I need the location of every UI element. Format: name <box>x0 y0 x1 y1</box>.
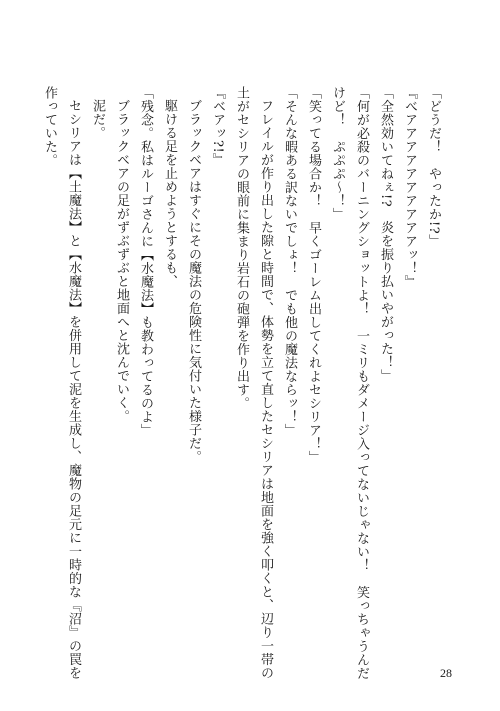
text-line: 「残念。私はルーゴさんに【水魔法】も教わってるのよ」 <box>138 86 153 437</box>
text-line: 「どうだ！ やったか!?」 <box>426 86 441 248</box>
text-line: 「全然効いてねぇ!? 炎を振り払いやがった！」 <box>378 86 393 383</box>
text-line: けど！ ぷぷぷ～！」 <box>330 86 345 221</box>
text-line: 「そんな暇ある訳ないでしょ！ でも他の魔法ならッ！」 <box>282 86 297 437</box>
text-line: セシリアは【土魔法】と【水魔法】を併用して泥を生成し、魔物の足元に一時的な『沼』の罠を <box>66 99 81 680</box>
vertical-text-block <box>37 86 445 680</box>
text-line: 駆ける足を止めようとするも、 <box>162 99 177 288</box>
text-line: フレイルが作り出した隙と時間で、体勢を立て直したセシリアは地面を強く叩くと、辺り一帯の <box>258 99 273 680</box>
text-line: 泥だ。 <box>90 99 105 140</box>
text-line: ブラックベアはすぐにその魔法の危険性に気付いた様子だ。 <box>186 99 201 464</box>
text-line: 『べアアアアアアアアアアッ！』 <box>402 86 417 289</box>
text-line: 作っていた。 <box>42 86 57 167</box>
text-line: 『ベアッ?!』 <box>210 86 225 167</box>
text-line: ブラックベアの足がずぶずぶと地面へと沈んでいく。 <box>114 99 129 423</box>
page-number: 28 <box>440 666 452 680</box>
text-line: 「笑ってる場合か！ 早くゴーレム出してくれよセシリア！」 <box>306 86 321 464</box>
text-line: 「何が必殺のバーニングショットよ！ 一ミリもダメージ入ってないじゃない！ 笑っちゃうんだ <box>354 86 369 680</box>
text-line: 土がセシリアの眼前に集まり岩石の砲弾を作り出す。 <box>234 86 249 410</box>
